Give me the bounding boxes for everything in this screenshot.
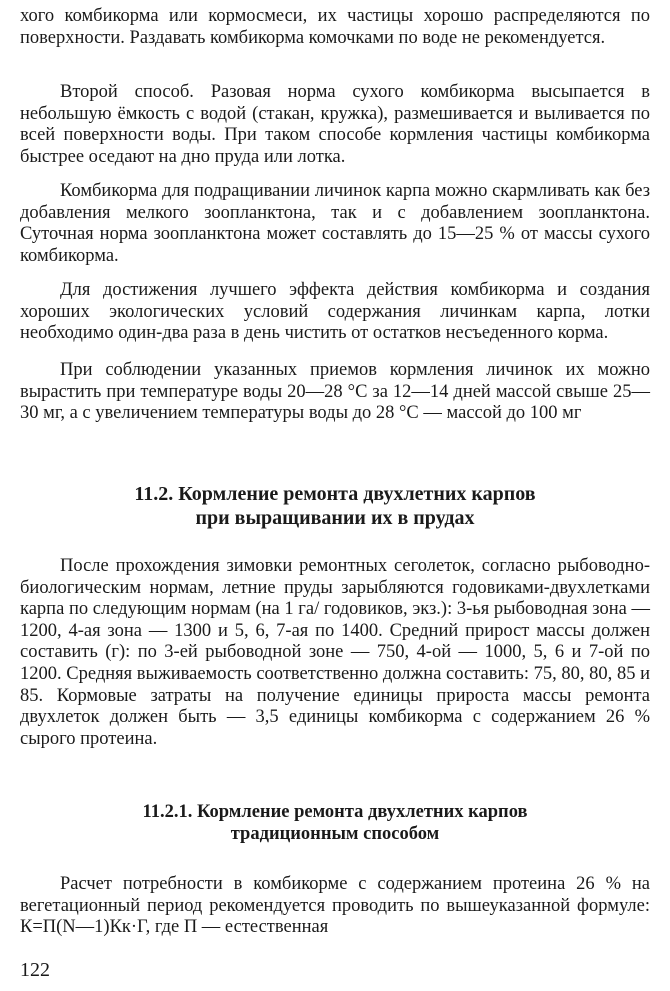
paragraph-zooplankton: Комбикорма для подращивании личинок карпа можно скармливать как без добавления мелкого зоопланктона, так и с добавлением зоопланктона. Суточная норма зоопланктона может составлять до 15—25 % от массы сухого комбикорма. bbox=[20, 181, 650, 266]
paragraph-feed-calculation: Расчет потребности в комбикорме с содержанием протеина 26 % на вегетационный период рекомендуется проводить по вышеуказанной формуле: К=П(N—1)Кк·Г, где П — естественная bbox=[20, 874, 650, 938]
section-11-2-heading-line2: при выращивании их в прудах bbox=[195, 507, 475, 529]
section-11-2-heading-line1: 11.2. Кормление ремонта двухлетних карпов bbox=[134, 483, 536, 505]
paragraph-tray-cleaning: Для достижения лучшего эффекта действия комбикорма и создания хороших экологических условий содержания личинкам карпа, лотки необходимо один-два раза в день чистить от остатков несъеденного корма. bbox=[20, 280, 650, 344]
section-11-2-heading bbox=[20, 482, 650, 530]
section-11-2-1-heading-line2: традиционным способом bbox=[230, 824, 440, 844]
paragraph-second-method: Второй способ. Разовая норма сухого комбикорма высыпается в небольшую ёмкость с водой (стакан, кружка), размешивается и выливается по всей поверхности воды. При таком способе кормления частицы комбикорма быстрее оседают на дно пруда или лотка. bbox=[20, 82, 650, 167]
paragraph-continuation: хого комбикорма или кормосмеси, их частицы хорошо распределяются по поверхности. Раздавать комбикорма комочками по воде не рекомендуется. bbox=[20, 6, 650, 48]
book-page bbox=[20, 6, 650, 986]
section-11-2-1-heading-line1: 11.2.1. Кормление ремонта двухлетних карпов bbox=[142, 802, 528, 822]
page-number: 122 bbox=[20, 959, 50, 981]
paragraph-growth-results: При соблюдении указанных приемов кормления личинок их можно вырастить при температуре воды 20—28 °С за 12—14 дней массой свыше 25—30 мг, а с увеличением температуры воды до 28 °С — массой до 100 мг bbox=[20, 360, 650, 424]
section-11-2-1-heading bbox=[20, 801, 650, 845]
paragraph-pond-stocking: После прохождения зимовки ремонтных сеголеток, согласно рыбоводно-биологическим нормам, летние пруды зарыбляются годовиками-двухлетками карпа по следующим нормам (на 1 га/ годовиков, экз.): 3-ья рыбоводная зона — 1200, 4-ая зона — 1300 и 5, 6, 7-ая по 1400. Средний прирост массы должен составить (г): по 3-ей рыбоводной зоне — 750, 4-ой — 1000, 5, 6 и 7-ой по 1200. Средняя выживаемость соответственно должна составить: 75, 80, 80, 85 и 85. Кормовые затраты на получение единицы прироста массы ремонта двухлеток должен быть — 3,5 единицы комбикорма с содержанием 26 % сырого протеина. bbox=[20, 556, 650, 749]
